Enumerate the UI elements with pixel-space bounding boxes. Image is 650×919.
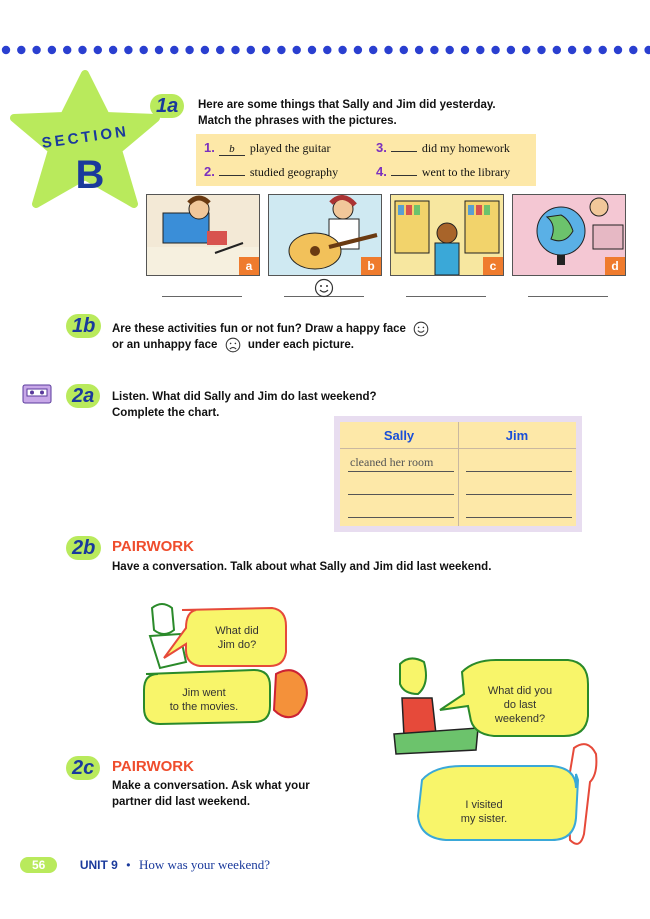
answer-blank-2[interactable]	[219, 164, 245, 176]
picture-a-homework: a	[146, 194, 260, 276]
phrase-4: 4. went to the library	[376, 164, 511, 179]
exercise-2b-title: PAIRWORK	[112, 538, 194, 555]
dotted-border	[0, 44, 650, 56]
unit-title: How was your weekend?	[138, 857, 270, 872]
phrase-3: 3. did my homework	[376, 140, 510, 155]
section-word: SECTION	[40, 122, 130, 152]
conversation-illustration-left	[136, 598, 312, 738]
chart-line[interactable]	[466, 517, 572, 518]
happy-face-icon	[314, 278, 334, 298]
section-star	[10, 70, 160, 210]
exercise-1b-badge: 1b	[66, 314, 101, 338]
exercise-2b-instructions: Have a conversation. Talk about what Sally and Jim did last weekend.	[112, 561, 492, 573]
match-phrases-box	[196, 134, 536, 186]
chart-line[interactable]	[348, 471, 454, 472]
chart-header-jim: Jim	[505, 428, 529, 443]
cassette-icon	[22, 384, 52, 404]
speech-bubble-what-did-jim-do: What did Jim do?	[215, 625, 259, 651]
exercise-1b-instructions: Are these activities fun or not fun? Draw a happy face or an unhappy face under each picture.	[112, 321, 429, 353]
exercise-1a-badge: 1a	[150, 94, 184, 118]
chart-header-sally: Sally	[383, 428, 415, 443]
speech-bubble-visited-sister: I visited my sister.	[460, 799, 508, 825]
answer-line-c[interactable]	[406, 296, 486, 297]
page-footer	[20, 856, 270, 874]
speech-bubble-what-did-you-do: What did you do last weekend?	[487, 685, 553, 725]
exercise-2c-badge: 2c	[66, 756, 100, 780]
footer-bullet: •	[126, 858, 131, 872]
exercise-2a-instructions: Listen. What did Sally and Jim do last weekend? Complete the chart.	[112, 391, 377, 419]
phrase-2: 2. studied geography	[204, 164, 339, 179]
phrase-1: 1. b played the guitar	[204, 140, 331, 155]
exercise-2a-badge: 2a	[66, 384, 100, 408]
picture-b-guitar: b	[268, 194, 382, 276]
exercise-2b-badge: 2b	[66, 536, 101, 560]
picture-d-geography: d	[512, 194, 626, 276]
speech-bubble-jim-went: Jim went to the movies.	[169, 687, 239, 713]
answer-blank-4[interactable]	[391, 164, 417, 176]
exercise-2c-instructions: Make a conversation. Ask what your partner did last weekend.	[112, 780, 310, 808]
unhappy-face-icon	[225, 337, 241, 353]
unit-label: UNIT 9	[79, 858, 118, 872]
answer-blank-1[interactable]: b	[219, 144, 245, 156]
weekend-chart	[334, 416, 582, 532]
chart-entry-sally-1: cleaned her room	[350, 455, 434, 469]
chart-line[interactable]	[348, 517, 454, 518]
chart-line[interactable]	[348, 494, 454, 495]
exercise-1a-instructions: Here are some things that Sally and Jim did yesterday. Match the phrases with the pictures.	[198, 99, 496, 127]
answer-line-d[interactable]	[528, 296, 608, 297]
chart-line[interactable]	[466, 494, 572, 495]
section-letter: B	[75, 153, 105, 197]
exercise-2c-title: PAIRWORK	[112, 758, 194, 775]
picture-c-library: c	[390, 194, 504, 276]
page-number: 56	[20, 857, 57, 873]
happy-face-icon	[413, 321, 429, 337]
answer-line-a[interactable]	[162, 296, 242, 297]
chart-line[interactable]	[466, 471, 572, 472]
answer-blank-3[interactable]	[391, 140, 417, 152]
